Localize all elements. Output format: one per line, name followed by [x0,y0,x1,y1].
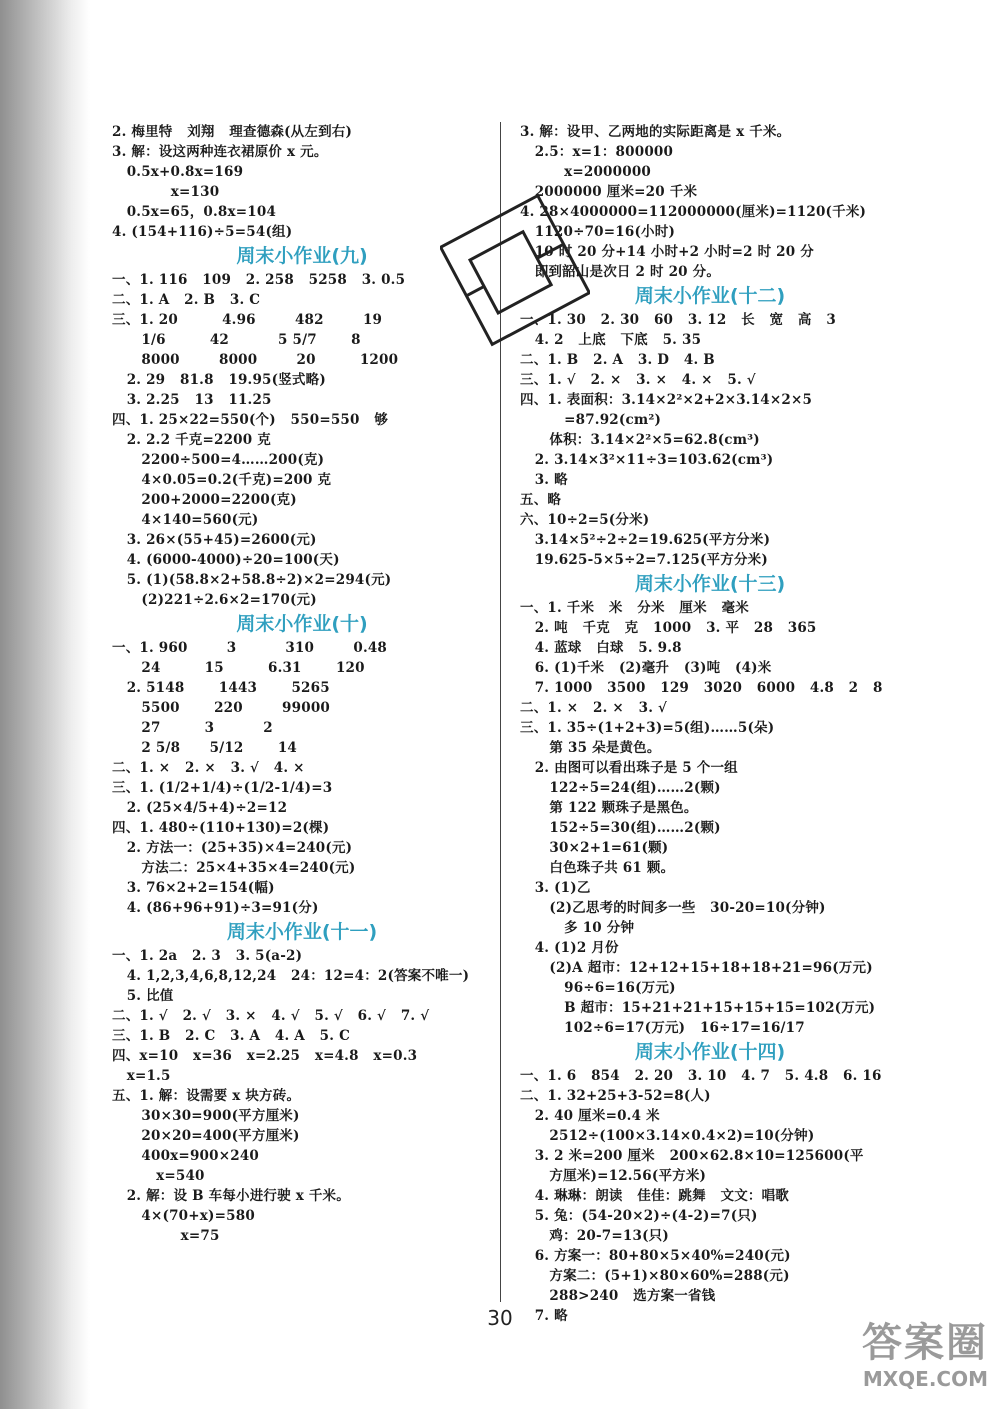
answer-line: 5500 220 99000 [112,700,331,716]
answer-line: 一、1. 2a 2. 3 3. 5(a-2) [112,948,303,964]
answer-line: 4×(70+x)=580 [112,1208,255,1224]
answer-line: 27 3 2 [112,720,273,736]
answer-line: 2. 5148 1443 5265 [112,680,330,696]
answer-line: 四、1. 25×22=550(个) 550=550 够 [112,412,389,428]
answer-line: 一、1. 6 854 2. 20 3. 10 4. 7 5. 4.8 6. 16 [520,1068,882,1084]
answer-line: 152÷5=30(组)……2(颗) [520,820,721,836]
answer-line: 3. (1)乙 [520,880,591,896]
answer-line: 第 122 颗珠子是黑色。 [520,800,698,816]
answer-line: 方厘米)=12.56(平方米) [520,1168,707,1184]
answer-line: 体积：3.14×2²×5=62.8(cm³) [520,432,760,448]
page-number: 30 [487,1306,513,1330]
answer-line: 3. 26×(55+45)=2600(元) [112,532,317,548]
answer-line: 8000 8000 20 1200 [112,352,399,368]
section-title: 周末小作业(十) [236,613,368,635]
answer-line: 96÷6=16(万元) [520,980,676,996]
answer-line: (2)乙思考的时间多一些 30-20=10(分钟) [520,900,826,916]
answer-line: 3. 2 米=200 厘米 200×62.8×10=125600(平 [520,1148,864,1164]
answer-line: 方案二：(5+1)×80×60%=288(元) [520,1268,790,1284]
answer-line: 2000000 厘米=20 千米 [520,184,698,200]
answer-line: 3. 2.25 13 11.25 [112,392,272,408]
answer-line: 2. 方法一：(25+35)×4=240(元) [112,840,353,856]
answer-line: 四、1. 表面积：3.14×2²×2+2×3.14×2×5 [520,392,813,408]
answer-line: 4×140=560(元) [112,512,259,528]
answer-line: 5. 比值 [112,988,174,1004]
answer-line: 4. 琳琳：朗读 佳佳：跳舞 文文：唱歌 [520,1188,789,1204]
answer-line: B 超市：15+21+21+15+15+15=102(万元) [520,1000,876,1016]
watermark-text: 答案圈 [862,1320,988,1366]
answer-line: 288>240 选方案一省钱 [520,1288,716,1304]
answer-line: 6. (1)千米 (2)毫升 (3)吨 (4)米 [520,660,772,676]
answer-line: x=1.5 [112,1068,171,1084]
answer-line: 4. (6000-4000)÷20=100(天) [112,552,340,568]
answer-line: 三、1. 35÷(1+2+3)=5(组)……5(朵) [520,720,775,736]
answer-line: 一、1. 30 2. 30 60 3. 12 长 宽 高 3 [520,312,836,328]
answer-line: 四、1. 480÷(110+130)=2(棵) [112,820,330,836]
answer-line: 六、10÷2=5(分米) [520,512,650,528]
answer-line: 3. 解：设这两种连衣裙原价 x 元。 [112,144,328,160]
section-title: 周末小作业(十一) [226,921,378,943]
answer-line: 7. 1000 3500 129 3020 6000 4.8 2 8 [520,680,883,696]
answer-line: 2. 3.14×3²×11÷3=103.62(cm³) [520,452,774,468]
answer-line: x=130 [112,184,220,200]
answer-line: 二、1. 32+25+3-52=8(人) [520,1088,711,1104]
answer-line: 即到韶山是次日 2 时 20 分。 [520,264,721,280]
answer-line: 一、1. 960 3 310 0.48 [112,640,388,656]
answer-line: 第 35 朵是黄色。 [520,740,661,756]
answer-line: 10 时 20 分+14 小时+2 小时=2 时 20 分 [520,244,814,260]
answer-line: 三、1. √ 2. × 3. × 4. × 5. √ [520,372,756,388]
left-column [112,122,492,1246]
answer-line: 122÷5=24(组)……2(颗) [520,780,721,796]
section-title: 周末小作业(十二) [634,285,786,307]
answer-line: 2512÷(100×3.14×0.4×2)=10(分钟) [520,1128,815,1144]
answer-line: 二、1. √ 2. √ 3. × 4. √ 5. √ 6. √ 7. √ [112,1008,430,1024]
answer-line: 五、1. 解：设需要 x 块方砖。 [112,1088,301,1104]
answer-line: 5. (1)(58.8×2+58.8÷2)×2=294(元) [112,572,392,588]
answer-line: 三、1. 20 4.96 482 19 [112,312,383,328]
answer-line: 0.5x+0.8x=169 [112,164,244,180]
answer-line: 2200÷500=4……200(克) [112,452,325,468]
answer-line: 2. 吨 千克 克 1000 3. 平 28 365 [520,620,817,636]
answer-line: 30×30=900(平方厘米) [112,1108,300,1124]
answer-line: 方法二：25×4+35×4=240(元) [112,860,356,876]
answer-line: 400x=900×240 [112,1148,260,1164]
answer-line: 2.5：x=1：800000 [520,144,674,160]
answer-line: 四、x=10 x=36 x=2.25 x=4.8 x=0.3 [112,1048,418,1064]
answer-line: 3. 解：设甲、乙两地的实际距离是 x 千米。 [520,124,791,140]
answer-line: 2. 29 81.8 19.95(竖式略) [112,372,326,388]
answer-line: 20×20=400(平方厘米) [112,1128,300,1144]
answer-line: x=2000000 [520,164,652,180]
answer-line: 一、1. 千米 米 分米 厘米 毫米 [520,600,749,616]
scan-shadow [0,0,90,1409]
answer-line: (2)221÷2.6×2=170(元) [112,592,317,608]
answer-line: 19.625-5×5÷2=7.125(平方分米) [520,552,768,568]
answer-line: 2. 40 厘米=0.4 米 [520,1108,660,1124]
answer-line: 2 5/8 5/12 14 [112,740,298,756]
answer-line: 5. 兔：(54-20×2)÷(4-2)=7(只) [520,1208,758,1224]
answer-line: 4. 2 上底 下底 5. 35 [520,332,702,348]
answer-line: 1/6 42 5 5/7 8 [112,332,361,348]
answer-line: 4. (154+116)÷5=54(组) [112,224,293,240]
answer-line: 二、1. × 2. × 3. √ 4. × [112,760,305,776]
answer-line: 一、1. 116 109 2. 258 5258 3. 0.5 [112,272,406,288]
section-title: 周末小作业(九) [236,245,368,267]
watermark-url: MXQE.COM [862,1367,988,1391]
answer-line: 2. 由图可以看出珠子是 5 个一组 [520,760,738,776]
answer-line: 0.5x=65，0.8x=104 [112,204,277,220]
answer-line: 2. 2.2 千克=2200 克 [112,432,271,448]
answer-line: 二、1. × 2. × 3. √ [520,700,668,716]
answer-line: 1120÷70=16(小时) [520,224,676,240]
answer-line: 2. 解：设 B 车每小进行驶 x 千米。 [112,1188,350,1204]
answer-line: x=540 [112,1168,205,1184]
answer-line: 2. (25×4/5+4)÷2=12 [112,800,288,816]
answer-line: 多 10 分钟 [520,920,635,936]
answer-line: 30×2+1=61(颗) [520,840,669,856]
answer-line: 鸡：20-7=13(只) [520,1228,669,1244]
answer-line: 4×0.05=0.2(千克)=200 克 [112,472,332,488]
ink-stamp [440,185,590,355]
section-title: 周末小作业(十三) [634,573,786,595]
section-title: 周末小作业(十四) [634,1041,786,1063]
answer-line: 三、1. B 2. C 3. A 4. A 5. C [112,1028,351,1044]
answer-line: x=75 [112,1228,220,1244]
answer-line: 白色珠子共 61 颗。 [520,860,675,876]
answer-line: 4. (1)2 月份 [520,940,619,956]
answer-line: 二、1. A 2. B 3. C [112,292,261,308]
answer-line: 2. 梅里特 刘翔 理查德森(从左到右) [112,124,353,140]
answer-line: 4. 蓝球 白球 5. 9.8 [520,640,682,656]
answer-line: 二、1. B 2. A 3. D 4. B [520,352,715,368]
answer-line: (2)A 超市：12+12+15+18+18+21=96(万元) [520,960,873,976]
answer-line: 4. 1,2,3,4,6,8,12,24 24：12=4：2(答案不唯一) [112,968,470,984]
answer-line: 102÷6=17(万元) 16÷17=16/17 [520,1020,805,1036]
answer-line: =87.92(cm²) [520,412,662,428]
answer-line: 24 15 6.31 120 [112,660,365,676]
answer-line: 4. 28×4000000=112000000(厘米)=1120(千米) [520,204,867,220]
answer-line: 3. 76×2+2=154(幅) [112,880,275,896]
answer-line: 7. 略 [520,1308,568,1324]
watermark-logo [788,1319,988,1399]
answer-line: 200+2000=2200(克) [112,492,297,508]
answer-line: 三、1. (1/2+1/4)÷(1/2-1/4)=3 [112,780,333,796]
answer-line: 五、略 [520,492,562,508]
answer-line: 3.14×5²÷2÷2=19.625(平方分米) [520,532,771,548]
answer-line: 6. 方案一：80+80×5×40%=240(元) [520,1248,791,1264]
answer-line: 4. (86+96+91)÷3=91(分) [112,900,319,916]
answer-line: 3. 略 [520,472,568,488]
